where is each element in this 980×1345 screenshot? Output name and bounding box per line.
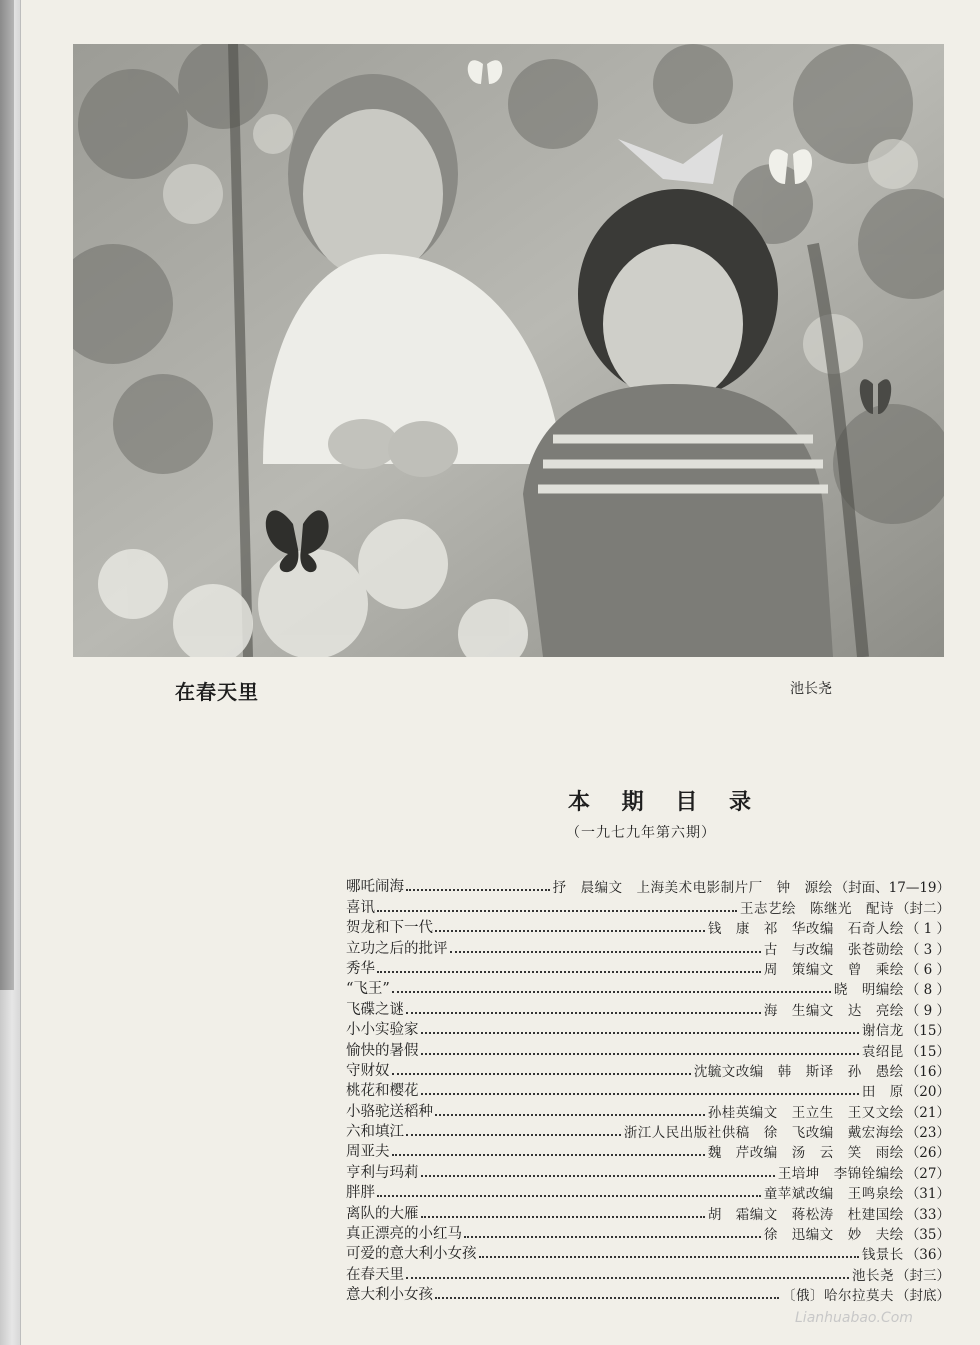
toc-entry-title: 真正漂亮的小红马 bbox=[346, 1226, 462, 1243]
toc-entry-credits: 沈毓文改编 韩 斯译 孙 愚绘 bbox=[693, 1063, 904, 1080]
toc-entry-credits: 孙桂英编文 王立生 王又文绘 bbox=[707, 1104, 904, 1121]
toc-heading: 本 期 目 录 bbox=[568, 790, 763, 815]
toc-entry-page: （ 3 ） bbox=[905, 941, 950, 958]
toc-entry-page: （ 9 ） bbox=[905, 1002, 950, 1019]
toc-leader-dots bbox=[464, 1236, 761, 1238]
painting-illustration bbox=[73, 44, 944, 657]
toc-entry-credits: 海 生编文 达 亮绘 bbox=[763, 1002, 904, 1019]
binding-shadow bbox=[0, 0, 14, 990]
toc-entry-page: （封三） bbox=[896, 1267, 950, 1284]
toc-entry-title: 胖胖 bbox=[346, 1185, 375, 1202]
toc-entry-page: （36） bbox=[905, 1247, 950, 1264]
toc-entry-page: （15） bbox=[905, 1043, 950, 1060]
toc-entry-page: （15） bbox=[905, 1023, 950, 1040]
toc-leader-dots bbox=[479, 1256, 859, 1258]
toc-leader-dots bbox=[435, 1297, 779, 1299]
toc-entry bbox=[346, 978, 950, 998]
toc-entry-page: （27） bbox=[905, 1165, 950, 1182]
toc-entry bbox=[346, 1284, 950, 1304]
toc-entry-title: 小骆驼送稻种 bbox=[346, 1103, 433, 1120]
toc-leader-dots bbox=[377, 910, 737, 912]
toc-entry-page: （16） bbox=[905, 1063, 950, 1080]
toc-entry-page: （26） bbox=[905, 1145, 950, 1162]
toc-entry-title: 可爱的意大利小女孩 bbox=[346, 1246, 477, 1263]
toc-entry bbox=[346, 1161, 950, 1181]
toc-entry-title: 飞碟之谜 bbox=[346, 1001, 404, 1018]
toc-entry-credits: 浙江人民出版社供稿 徐 飞改编 戴宏海绘 bbox=[623, 1125, 904, 1142]
toc-entry-credits: 谢信龙 bbox=[861, 1023, 904, 1040]
toc-leader-dots bbox=[377, 971, 761, 973]
toc-entry-credits: 抒 晨编文 上海美术电影制片厂 钟 源绘 bbox=[552, 880, 833, 897]
toc-entry-page: （23） bbox=[905, 1125, 950, 1142]
toc-entry bbox=[346, 1263, 950, 1283]
toc-leader-dots bbox=[406, 1277, 849, 1279]
toc-entry-credits: 袁绍昆 bbox=[861, 1043, 904, 1060]
toc-leader-dots bbox=[377, 1195, 761, 1197]
toc-entry-title: 哪吒闹海 bbox=[346, 879, 404, 896]
toc-entry-title: 喜讯 bbox=[346, 899, 375, 916]
toc-entry-title: 周亚夫 bbox=[346, 1144, 390, 1161]
toc-entry bbox=[346, 937, 950, 957]
toc-entry-page: （21） bbox=[905, 1104, 950, 1121]
toc-entry bbox=[346, 876, 950, 896]
toc-entry bbox=[346, 958, 950, 978]
toc-entry-credits: 胡 霜编文 蒋松涛 杜建国绘 bbox=[707, 1206, 904, 1223]
toc-leader-dots bbox=[392, 991, 831, 993]
toc-leader-dots bbox=[421, 1093, 859, 1095]
toc-entry-credits: 童苹斌改编 王鸣泉绘 bbox=[763, 1186, 904, 1203]
toc-entry-title: 意大利小女孩 bbox=[346, 1287, 433, 1304]
toc-entry bbox=[346, 1223, 950, 1243]
toc-entry-credits: 徐 迅编文 妙 夫绘 bbox=[763, 1227, 904, 1244]
painting-caption-title: 在春天里 bbox=[175, 680, 259, 704]
toc-entry-title: 守财奴 bbox=[346, 1062, 390, 1079]
table-of-contents bbox=[346, 876, 950, 1304]
toc-entry-title: “飞王” bbox=[346, 981, 390, 998]
toc-entry bbox=[346, 1182, 950, 1202]
toc-leader-dots bbox=[435, 930, 705, 932]
toc-leader-dots bbox=[421, 1053, 859, 1055]
toc-leader-dots bbox=[392, 1073, 691, 1075]
toc-entry-page: （31） bbox=[905, 1186, 950, 1203]
toc-entry-page: （封二） bbox=[896, 900, 950, 917]
toc-entry bbox=[346, 1039, 950, 1059]
toc-entry-page: （ 6 ） bbox=[905, 961, 950, 978]
toc-entry-title: 在春天里 bbox=[346, 1266, 404, 1283]
toc-entry-title: 秀华 bbox=[346, 960, 375, 977]
toc-entry-credits: 池长尧 bbox=[852, 1267, 894, 1284]
toc-entry-credits: 王培坤 李锦铨编绘 bbox=[777, 1165, 904, 1182]
toc-entry bbox=[346, 1060, 950, 1080]
toc-entry-title: 贺龙和下一代 bbox=[346, 920, 433, 937]
toc-leader-dots bbox=[421, 1175, 775, 1177]
toc-entry bbox=[346, 998, 950, 1018]
toc-entry bbox=[346, 917, 950, 937]
site-watermark: Lianhuabao.Com bbox=[795, 1310, 913, 1326]
toc-entry-credits: 魏 芹改编 汤 云 笑 雨绘 bbox=[707, 1145, 904, 1162]
toc-entry-page: （ 8 ） bbox=[905, 982, 950, 999]
toc-entry-page: （ 1 ） bbox=[905, 921, 950, 938]
toc-entry bbox=[346, 1100, 950, 1120]
toc-leader-dots bbox=[450, 951, 761, 953]
toc-entry bbox=[346, 896, 950, 916]
toc-entry bbox=[346, 1121, 950, 1141]
toc-entry-credits: 钱 康 祁 华改编 石奇人绘 bbox=[707, 921, 904, 938]
toc-entry-page: （35） bbox=[905, 1227, 950, 1244]
toc-leader-dots bbox=[392, 1154, 705, 1156]
painting-caption-artist: 池长尧 bbox=[790, 681, 832, 697]
toc-entry-title: 小小实验家 bbox=[346, 1022, 419, 1039]
toc-leader-dots bbox=[421, 1216, 705, 1218]
toc-entry-title: 桃花和樱花 bbox=[346, 1083, 419, 1100]
toc-entry-credits: 王志艺绘 陈继光 配诗 bbox=[740, 900, 894, 917]
painting-photo bbox=[73, 44, 944, 657]
toc-issue-label: （一九七九年第六期） bbox=[566, 825, 716, 841]
toc-leader-dots bbox=[406, 889, 550, 891]
toc-entry-title: 立功之后的批评 bbox=[346, 940, 448, 957]
toc-entry-credits: 晓 明编绘 bbox=[833, 982, 904, 999]
toc-entry-credits: 〔俄〕哈尔拉莫夫 bbox=[782, 1288, 894, 1305]
toc-leader-dots bbox=[435, 1114, 705, 1116]
toc-entry-title: 离队的大雁 bbox=[346, 1205, 419, 1222]
toc-entry-page: （封底） bbox=[896, 1288, 950, 1305]
toc-entry-credits: 古 与改编 张苍勋绘 bbox=[763, 941, 904, 958]
toc-entry-credits: 钱景长 bbox=[861, 1247, 904, 1264]
toc-entry bbox=[346, 1019, 950, 1039]
toc-entry-credits: 田 原 bbox=[861, 1084, 904, 1101]
toc-entry bbox=[346, 1080, 950, 1100]
toc-entry bbox=[346, 1243, 950, 1263]
toc-leader-dots bbox=[406, 1012, 761, 1014]
toc-entry-title: 愉快的暑假 bbox=[346, 1042, 419, 1059]
toc-entry bbox=[346, 1202, 950, 1222]
toc-entry-page: （33） bbox=[905, 1206, 950, 1223]
toc-leader-dots bbox=[421, 1032, 859, 1034]
toc-leader-dots bbox=[406, 1134, 621, 1136]
toc-entry-page: （20） bbox=[905, 1084, 950, 1101]
toc-entry-title: 亨利与玛莉 bbox=[346, 1164, 419, 1181]
toc-entry-page: （封面、17—19） bbox=[834, 880, 950, 897]
toc-entry-title: 六和填江 bbox=[346, 1124, 404, 1141]
toc-entry bbox=[346, 1141, 950, 1161]
toc-entry-credits: 周 策编文 曾 乘绘 bbox=[763, 961, 904, 978]
